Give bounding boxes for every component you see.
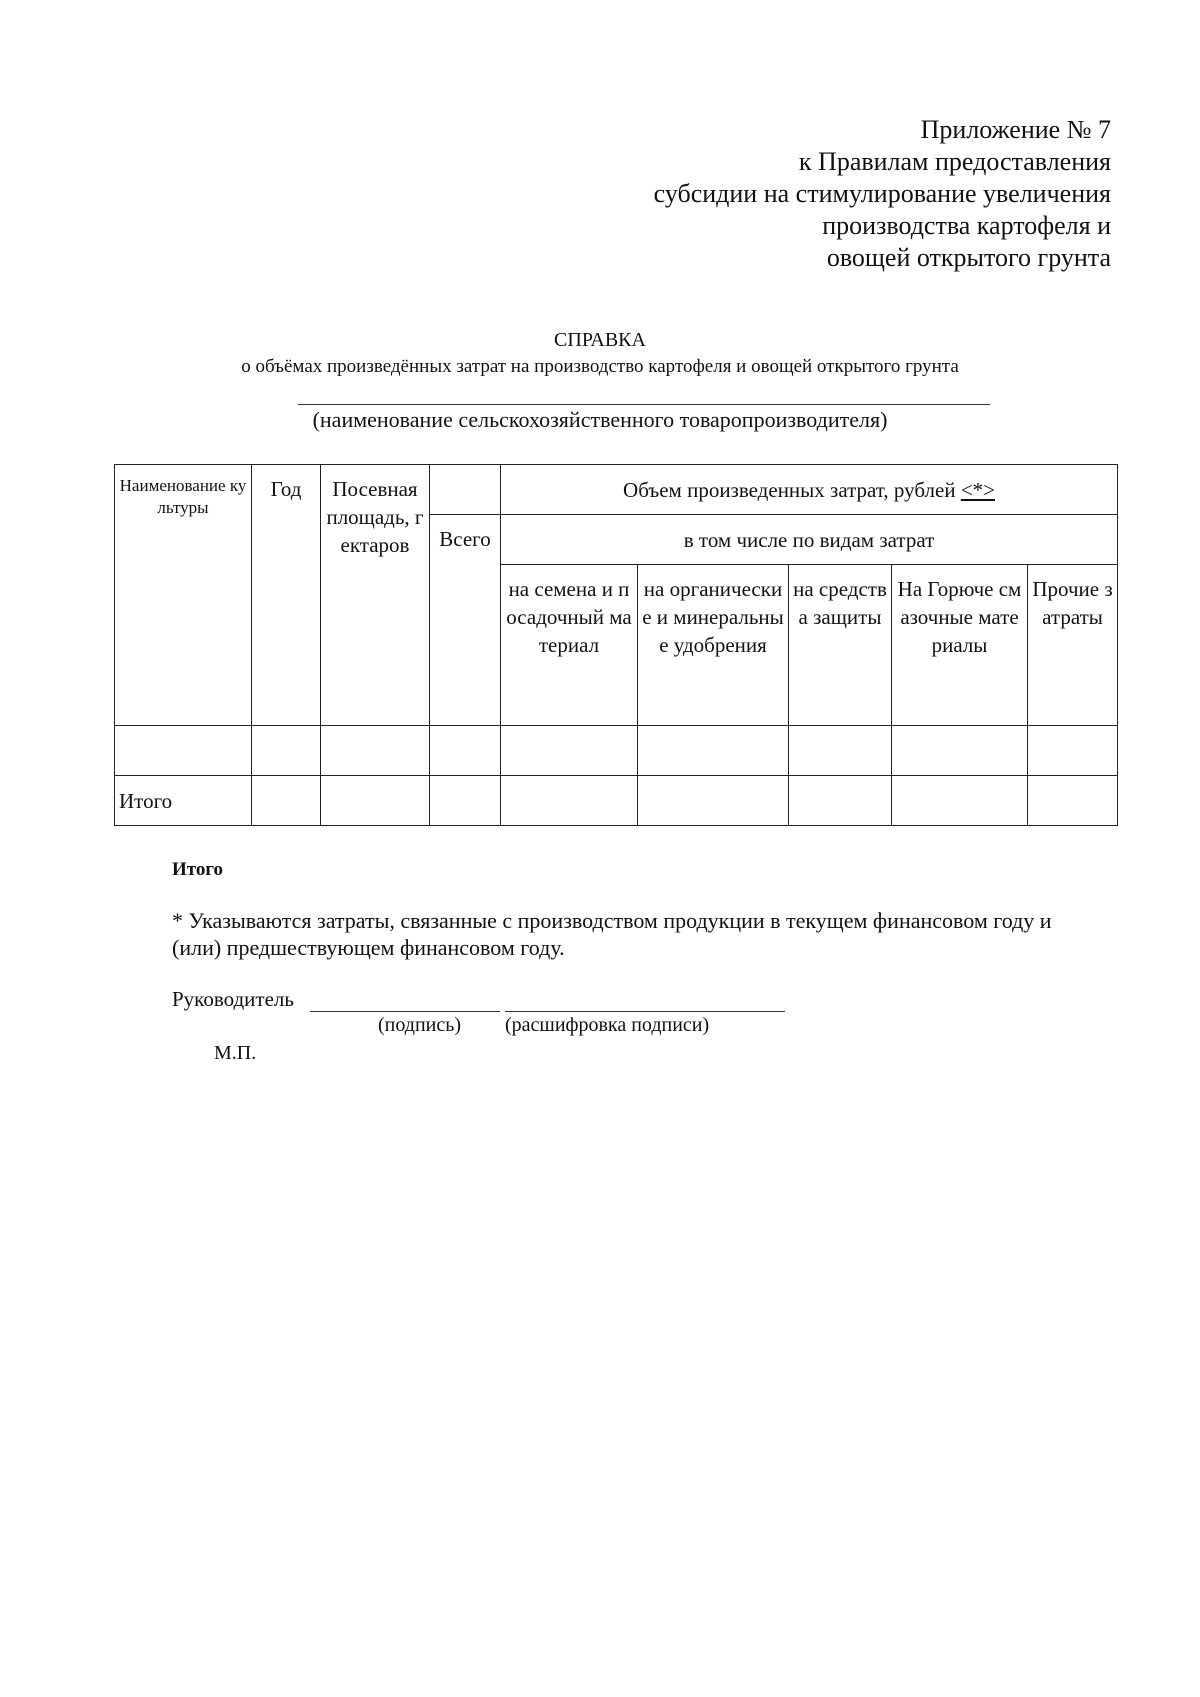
total-heading: Итого [172, 859, 224, 880]
table-cell[interactable] [252, 726, 321, 776]
header-seeds: на семена и посадочный материал [501, 565, 638, 726]
signature-decoding-line [505, 1011, 785, 1012]
table-cell[interactable] [252, 776, 321, 826]
header-culture: Наименование культуры [115, 465, 252, 726]
total-row-label: Итого [115, 776, 252, 826]
producer-name-line [298, 404, 990, 405]
total-row [115, 776, 1118, 826]
appendix-line: производства картофеля и [822, 211, 1111, 240]
table-cell[interactable] [789, 776, 892, 826]
table-cell[interactable] [892, 726, 1028, 776]
header-other: Прочие затраты [1028, 565, 1118, 726]
table-row [115, 726, 1118, 776]
stamp-place-label: М.П. [214, 1042, 257, 1064]
header-area: Посевная площадь, гектаров [321, 465, 430, 726]
header-fertilizers: на органические и минеральные удобрения [638, 565, 789, 726]
footnote-reference-link[interactable]: <*> [960, 477, 995, 502]
appendix-line: субсидии на стимулирование увеличения [653, 179, 1111, 208]
document-subtitle: о объёмах произведённых затрат на производство картофеля и овощей открытого грунта [241, 356, 959, 377]
table-cell[interactable] [501, 726, 638, 776]
table-cell[interactable] [321, 726, 430, 776]
table-cell[interactable] [638, 726, 789, 776]
header-total-empty [430, 465, 501, 515]
table-cell[interactable] [430, 776, 501, 826]
header-total: Всего [430, 515, 501, 726]
appendix-line: к Правилам предоставления [798, 147, 1111, 176]
header-cost-types: в том числе по видам затрат [501, 515, 1118, 565]
costs-table [114, 464, 1118, 826]
table-cell[interactable] [321, 776, 430, 826]
table-cell[interactable] [430, 726, 501, 776]
table-cell[interactable] [789, 726, 892, 776]
table-cell[interactable] [1028, 776, 1118, 826]
appendix-header [654, 114, 1111, 274]
table-cell[interactable] [501, 776, 638, 826]
signature-caption: (подпись) [378, 1014, 462, 1036]
header-costs-group-label: Объем произведенных затрат, рублей [623, 477, 956, 502]
document-title: СПРАВКА [554, 329, 646, 351]
appendix-line: овощей открытого грунта [826, 243, 1111, 272]
table-cell[interactable] [115, 726, 252, 776]
signature-line [310, 1011, 500, 1012]
manager-label: Руководитель [172, 987, 294, 1011]
producer-caption: (наименование сельскохозяйственного товаропроизводителя) [312, 407, 888, 432]
header-protection: на средства защиты [789, 565, 892, 726]
table-cell[interactable] [638, 776, 789, 826]
table-cell[interactable] [1028, 726, 1118, 776]
header-fuel: На Горюче смазочные материалы [892, 565, 1028, 726]
signature-decoding-caption: (расшифровка подписи) [505, 1014, 710, 1036]
appendix-line: Приложение № 7 [920, 115, 1111, 144]
footnote-text: * Указываются затраты, связанные с производством продукции в текущем финансовом году и (или) предшествующем финансовом году. [172, 908, 1052, 960]
header-year: Год [252, 465, 321, 726]
table-cell[interactable] [892, 776, 1028, 826]
header-costs-group [501, 465, 1118, 515]
